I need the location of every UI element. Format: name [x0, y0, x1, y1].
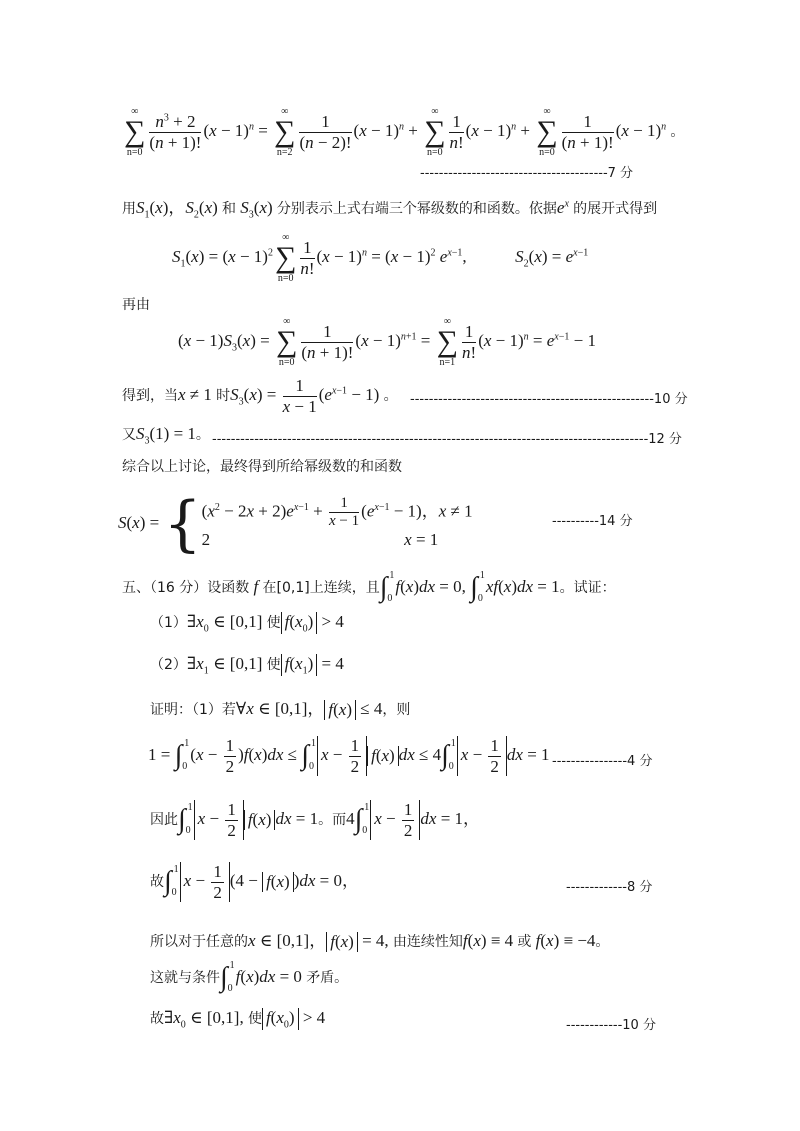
- s3-at-one: 又$S_3(1) = 1$。: [122, 424, 210, 447]
- definition-sentence: 用$S_1(x)$，$S_2(x)$ 和 $S_3(x)$ 分别表示上式右端三个幂级数的和函数。依据$e^x$ 的展开式得到: [122, 198, 658, 221]
- score-14: ----------14 分: [552, 514, 633, 529]
- question-5-statement: 五、（16 分）设函数 f 在[0,1]上连续，且∫ 1 0 f(x)dx = 0, ∫ 1 0 xf(x)dx = 1。试证：: [122, 570, 616, 604]
- proof-start: 证明：（1）若∀x ∈ [0,1]， f(x) ≤ 4，则: [150, 699, 411, 720]
- proof-therefore: 因此∫ 1 0 x − $\frac{1}{2}$ f(x) dx = 1。而4∫ 1 0 x − $\frac{1}{2}$ dx = 1，: [150, 800, 481, 840]
- sum-function-piecewise: S(x) = { $(x^2 - 2x + 2)e^{x-1}$ + $\frac{1}{x - 1}$ $(e^{x-1} - 1)$，x ≠ 1 2 x = 1: [118, 489, 473, 559]
- s3-formula: $(x - 1)S_3(x)$ = ∞ ∑ n=0 $\frac{1}{(n + 1)!}$ $(x - 1)^{n+1}$ = ∞ ∑ n=1 $\frac{1}{n!}$ $(x - 1)^n = e^{x-1} - 1$: [178, 316, 596, 368]
- score-4: ----------------4 分: [552, 754, 653, 769]
- score-7: ----------------------------------------7 分: [420, 166, 634, 181]
- proof-conclusion: 所以对于任意的x ∈ [0,1]， f(x) = 4, 由连续性知f(x) ≡ 4 或 f(x) ≡ −4。: [150, 931, 610, 952]
- series-decomposition: ∞ ∑ n=0 $\frac{n^3 + 2}{(n + 1)!}$ $(x - 1)^n$ = ∞ ∑ n=2 $\frac{1}{(n - 2)!}$ $(x - 1)^n$ + ∞ ∑ n=0 $\frac{1}{n!}$ $(x - 1)^n$ + ∞ ∑ n=0 $\frac{1}{(n + 1)!}$ $(x - 1)^n$ 。: [124, 106, 685, 158]
- s3-result: 得到，当x ≠ 1 时$S_3(x)$ = $\frac{1}{x - 1}$ $(e^{x-1} - 1)$ 。: [122, 376, 398, 416]
- score-8: -------------8 分: [566, 880, 653, 895]
- summary-sentence: 综合以上讨论，最终得到所给幂级数的和函数: [122, 459, 402, 475]
- zaiyou-label: 再由: [122, 297, 150, 313]
- question-5-part-1: $(1)\exists x_0$ ∈ [0,1] 使 $f(x_0) > 4$: [150, 612, 344, 635]
- score-12: ---------------------------------------------------------------------------------------------12 分: [212, 432, 682, 447]
- question-5-part-2: $(2)\exists x_1$ ∈ [0,1] 使 $f(x_1) = 4$: [150, 654, 344, 677]
- score-10a: ----------------------------------------------------10 分: [410, 392, 688, 407]
- proof-inequality: 1 = ∫ 1 0 (x − $\frac{1}{2}$ )f(x)dx ≤ ∫ 1 0 x − $\frac{1}{2}$ f(x) dx ≤ 4∫ 1 0 x − $\frac{1}{2}$ dx = 1: [148, 736, 550, 776]
- score-10b: ------------10 分: [566, 1018, 656, 1033]
- proof-final: 故$\exists x_0$ ∈ [0,1], 使 $f(x_0) > 4$: [150, 1008, 326, 1031]
- proof-contradiction: 这就与条件∫ 1 0 f(x)dx = 0 矛盾。: [150, 960, 349, 994]
- s1-s2-formula: $S_1(x) = (x - 1)^2$ ∞ ∑ n=0 $\frac{1}{n!}$ $(x - 1)^n = (x - 1)^2$ $e^{x-1}$, $S_2(x) = e^{x-1}$: [172, 232, 589, 284]
- proof-hence: 故∫ 1 0 x − $\frac{1}{2}$ (4 − f(x) )dx = 0，: [150, 862, 359, 902]
